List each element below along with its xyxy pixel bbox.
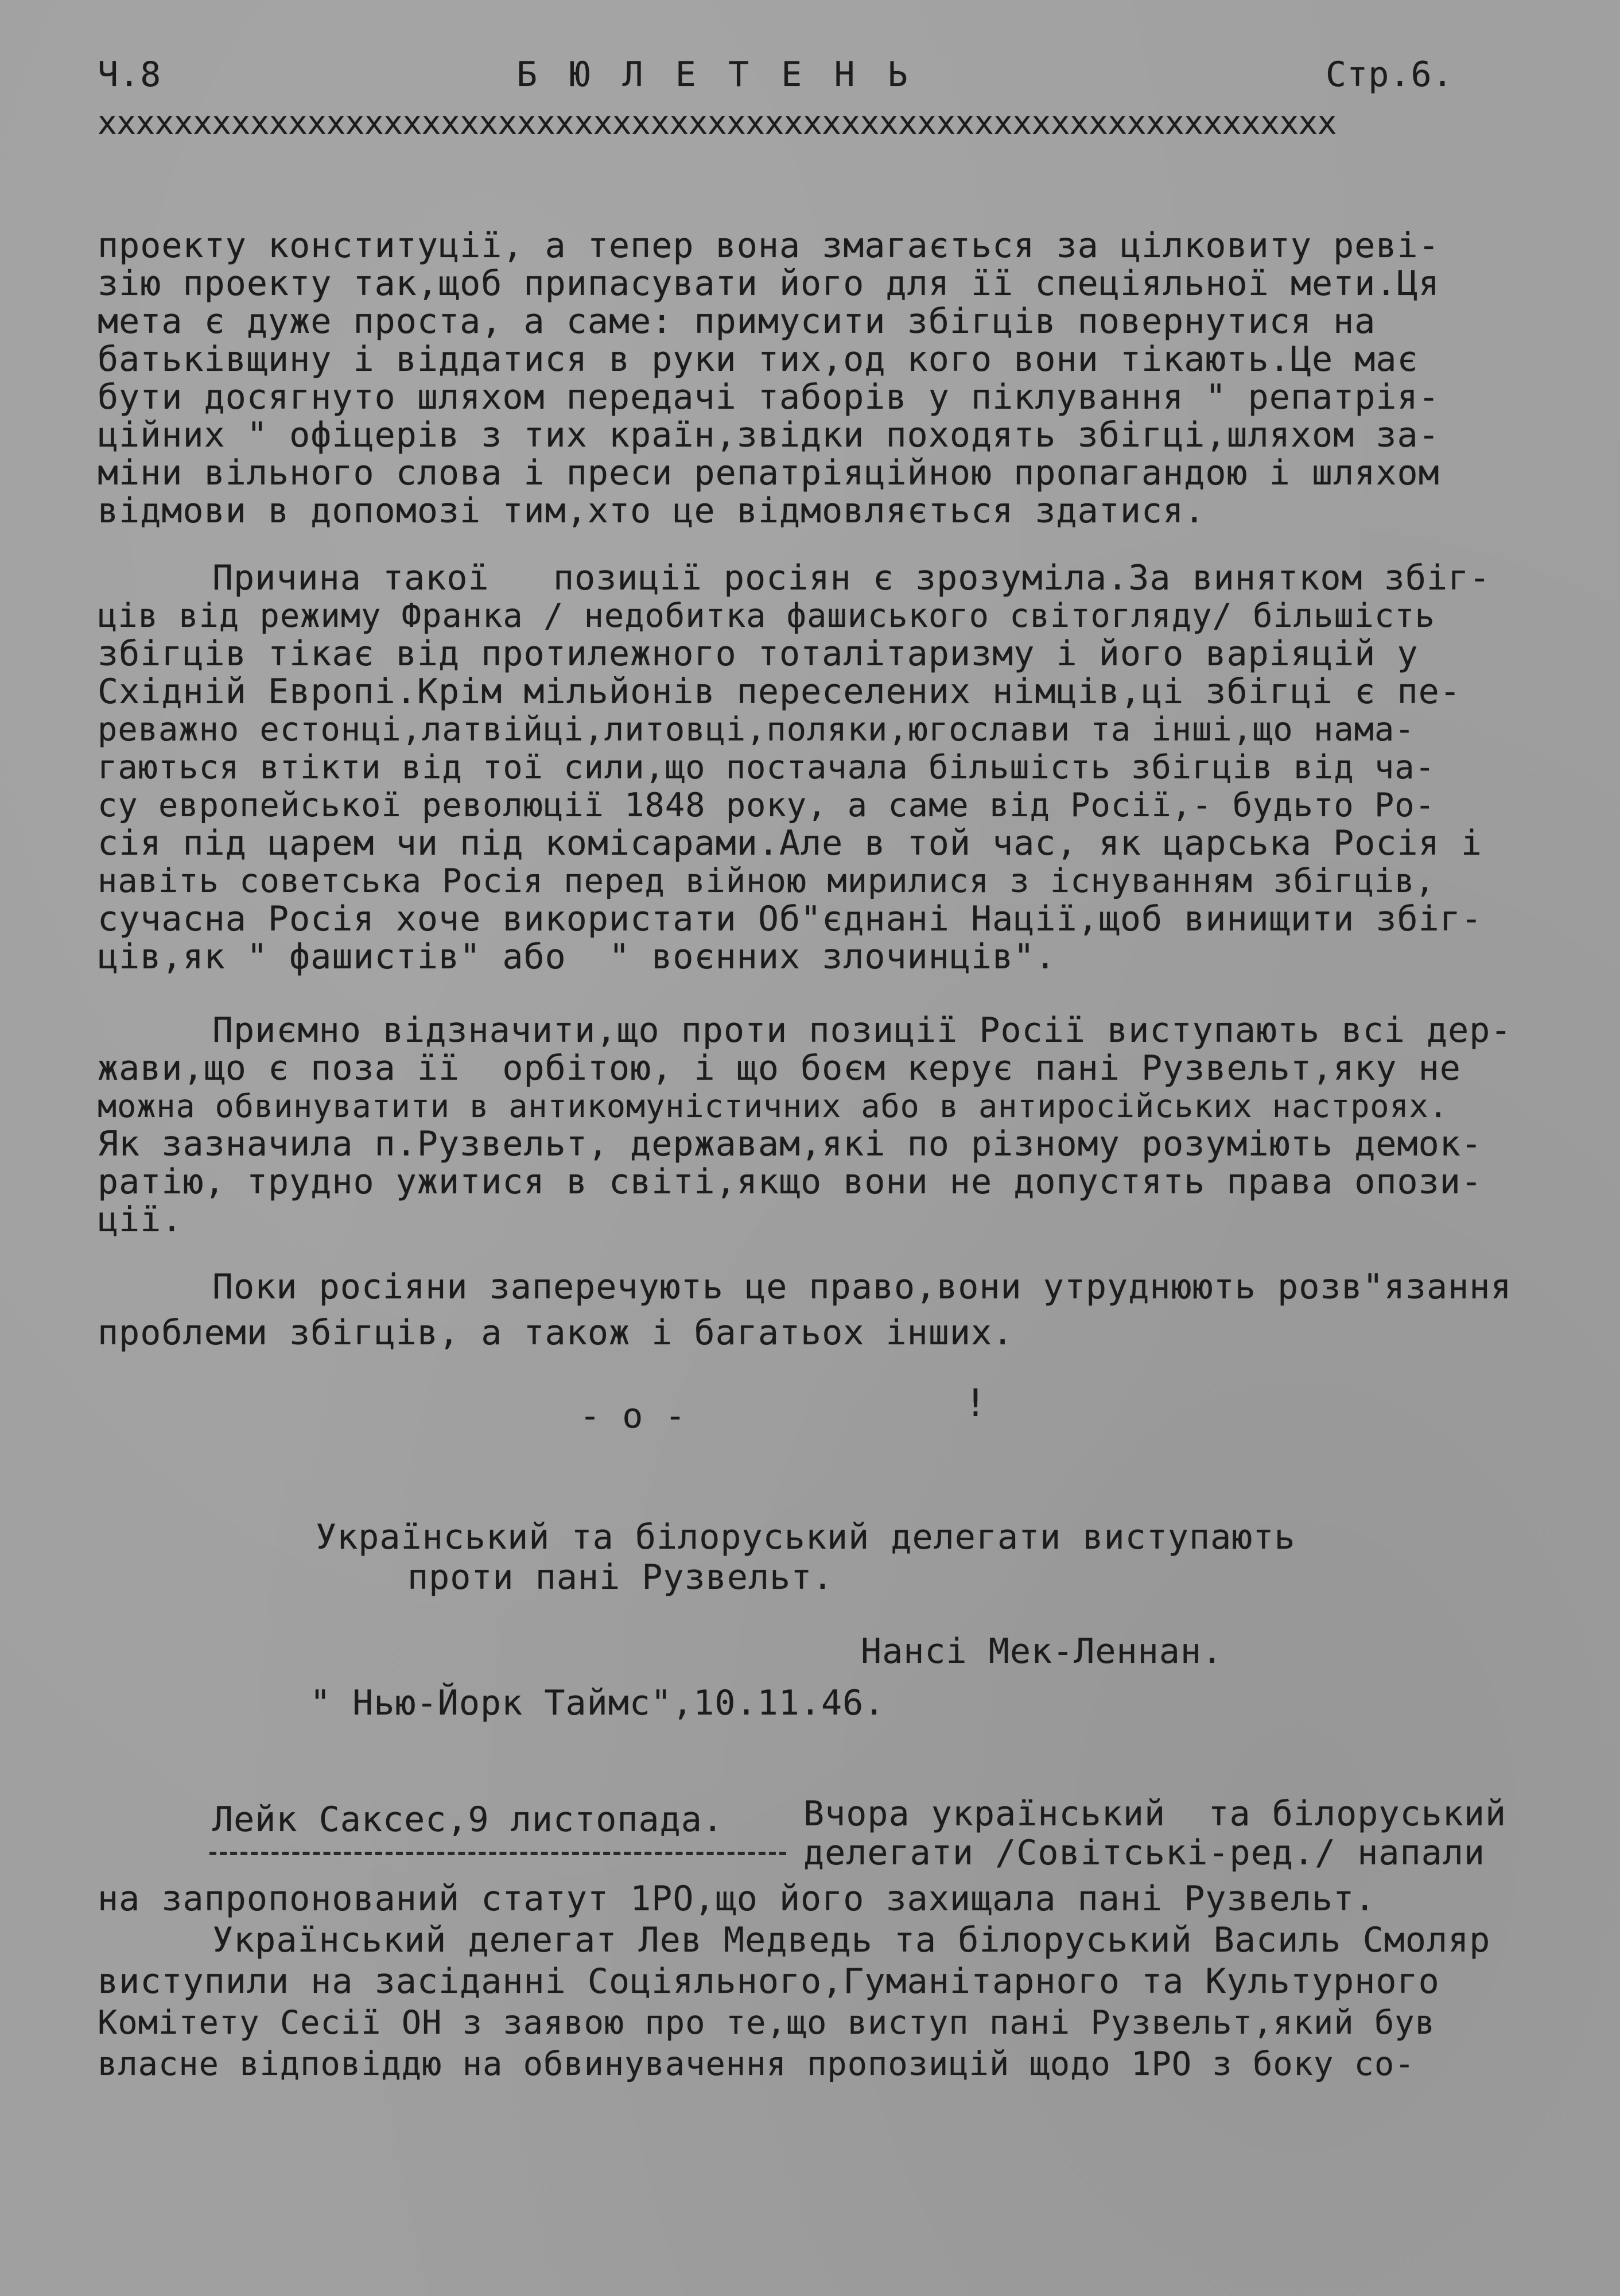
paragraph-line: делегати /Совітські-ред./ напали	[803, 1833, 1485, 1873]
paragraph-line: сія під царем чи під комісарами.Але в той час, як царська Росія і	[98, 823, 1482, 863]
article-source: " Нью-Йорк Таймс",10.11.46.	[310, 1683, 885, 1723]
paragraph-line: ців від режиму Франка / недобитка фашиського світогляду/ більшість	[98, 597, 1435, 635]
bulletin-title: Б Ю Л Е Т Е Н Ь	[516, 55, 914, 95]
paragraph-line: гаються втікти від тої сили,що постачала більшість збігців від ча-	[98, 748, 1435, 786]
paragraph-line: Приємно відзначити,що проти позиції Росії виступають всі дер-	[212, 1010, 1512, 1050]
paragraph-line: батьківщину і віддатися в руки тих,од кого вони тікають.Це має	[98, 339, 1419, 379]
article-headline: Український та білоруський делегати виступають	[316, 1517, 1296, 1557]
section-separator: - о -	[580, 1396, 686, 1436]
paragraph-line: сучасна Росія хоче використати Об"єднані Нації,щоб винищити збіг-	[98, 899, 1482, 939]
paragraph-line: зію проекту так,щоб припасувати його для її спеціяльної мети.Ця	[98, 263, 1440, 304]
paragraph-line: проблеми збігців, а також і багатьох інших.	[98, 1313, 1014, 1353]
paragraph-line: су европейської революції 1848 року, а саме від Росії,- будьто Ро-	[98, 786, 1435, 824]
paragraph-line: власне відповіддю на обвинувачення пропозицій щодо 1РО з боку со-	[98, 2045, 1415, 2083]
header-rule: xxxxxxxxxxxxxxxxxxxxxxxxxxxxxxxxxxxxxxxxxxxxxxxxxxxxxxxxxxxxxxxxx	[98, 104, 1337, 142]
paragraph-line: виступили на засіданні Соціяльного,Гуманітарного та Культурного	[98, 1961, 1440, 2002]
paragraph-line: ців,як " фашистів" або " воєнних злочинців".	[98, 937, 1056, 977]
paragraph-line: на запропонований статут 1РО,що його захищала пані Рузвельт.	[98, 1879, 1376, 1919]
paragraph-line: Комітету Сесії ОН з заявою про те,що виступ пані Рузвельт,який був	[98, 2004, 1435, 2042]
article-headline: проти пані Рузвельт.	[407, 1557, 834, 1597]
paragraph-line: бути досягнуто шляхом передачі таборів у піклування " репатрія-	[98, 377, 1440, 417]
paragraph-line: навіть советська Росія перед війною мирилися з існуванням збігців,	[98, 862, 1435, 900]
paragraph-line: Поки росіяни заперечують це право,вони утруднюють розв"язання	[212, 1267, 1512, 1307]
paragraph-line: проекту конституції, а тепер вона змагається за цілковиту реві-	[98, 226, 1440, 266]
article-author: Нансі Мек-Леннан.	[861, 1631, 1223, 1671]
paragraph-line: Причина такої позиції росіян є зрозуміла.За винятком збіг-	[212, 558, 1491, 598]
article-dateline: Лейк Саксес,9 листопада.	[212, 1799, 724, 1840]
paragraph-line: Вчора український та білоруський	[803, 1794, 1507, 1834]
page-number: Стр.6.	[1326, 55, 1454, 95]
paragraph-line: жави,що є поза її орбітою, і що боєм керує пані Рузвельт,яку не	[98, 1048, 1461, 1088]
paragraph-line: ції.	[98, 1200, 183, 1240]
paragraph-line: Як зазначила п.Рузвельт, державам,які по різному розуміють демок-	[98, 1124, 1482, 1164]
paragraph-line: можна обвинуватити в антикомуністичних або в антиросійських настроях.	[98, 1088, 1448, 1124]
paragraph-line: ратію, трудно ужитися в світі,якщо вони не допустять права опози-	[98, 1162, 1482, 1202]
separator-mark: !	[964, 1381, 988, 1425]
paragraph-line: міни вільного слова і преси репатріяційною пропагандою і шляхом	[98, 453, 1440, 493]
paragraph-line: Український делегат Лев Медведь та білоруський Василь Смоляр	[212, 1920, 1491, 1960]
paragraph-line: ційних " офіцерів з тих країн,звідки походять збігці,шляхом за-	[98, 415, 1440, 455]
dateline-underline	[209, 1852, 786, 1855]
paragraph-line: мета є дуже проста, а саме: примусити збігців повернутися на	[98, 301, 1376, 342]
paragraph-line: відмови в допомозі тим,хто це відмовляється здатися.	[98, 491, 1206, 531]
issue-number: Ч.8	[98, 55, 162, 95]
paragraph-line: Східній Европі.Крім мільйонів переселених німців,ці збігці є пе-	[98, 672, 1461, 712]
paragraph-line: збігців тікає від протилежного тоталітаризму і його варіяцій у	[98, 634, 1419, 674]
paragraph-line: реважно естонці,латвійці,литовці,поляки,югослави та інші,що нама-	[98, 711, 1415, 748]
